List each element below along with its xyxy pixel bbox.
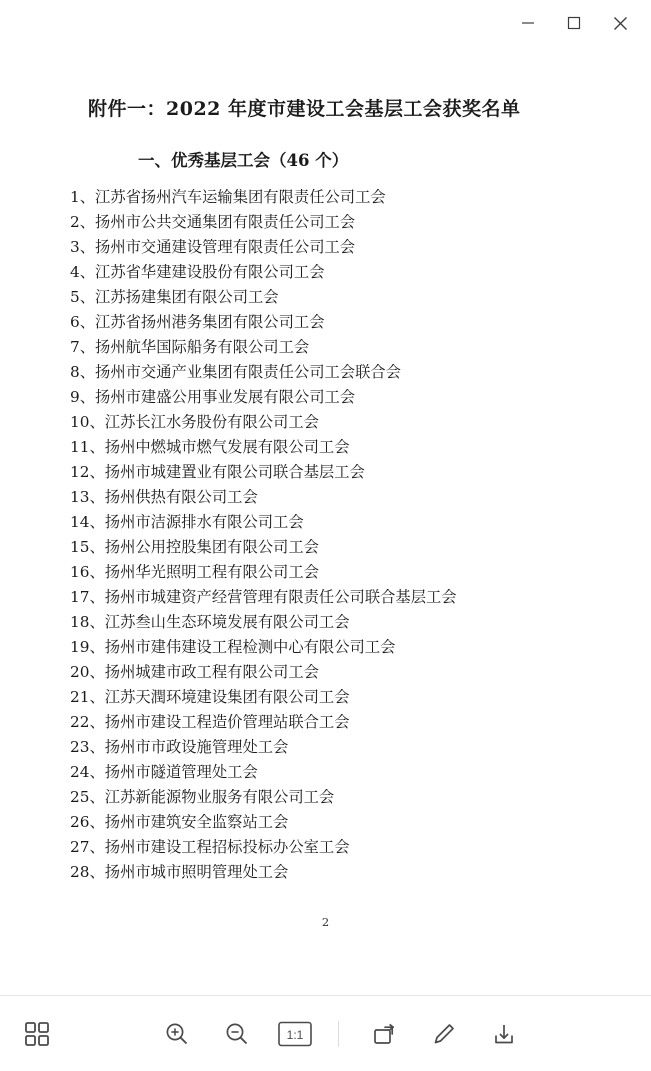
close-button[interactable] <box>597 3 643 43</box>
list-entry <box>70 563 319 581</box>
list-entry <box>70 588 457 606</box>
list-entry <box>70 263 325 281</box>
list-item-number: 22、 <box>70 713 105 731</box>
list-item-number: 16、 <box>70 563 105 581</box>
list-item-text: 江苏省扬州汽车运输集团有限责任公司工会 <box>95 188 386 206</box>
list-item-number: 19、 <box>70 638 105 656</box>
list-entry <box>70 238 355 256</box>
list-item-number: 14、 <box>70 513 105 531</box>
bottom-toolbar <box>0 995 651 1071</box>
list-entry <box>70 513 304 531</box>
list-entry <box>70 363 401 381</box>
list-item-number: 23、 <box>70 738 105 756</box>
list-item-text: 扬州市建设工程造价管理站联合工会 <box>104 713 350 731</box>
list-item-text: 扬州市公共交通集团有限责任公司工会 <box>95 213 356 231</box>
list-item <box>66 360 585 385</box>
list-entry <box>70 538 319 556</box>
list-item-number: 20、 <box>70 663 105 681</box>
list-item-number: 28、 <box>70 863 105 881</box>
list-item-number: 3、 <box>70 238 96 256</box>
list-item-number: 13、 <box>70 488 105 506</box>
list-item <box>66 510 585 535</box>
list-item <box>66 285 585 310</box>
list-entry <box>70 463 365 481</box>
list-entry <box>70 663 319 681</box>
list-entry <box>70 213 355 231</box>
list-item <box>66 635 585 660</box>
rotate-button[interactable] <box>365 1015 403 1053</box>
list-entry <box>70 838 350 856</box>
page-number: 2 <box>321 915 330 929</box>
list-item-number: 6、 <box>70 313 96 331</box>
list-item-text: 扬州市交通产业集团有限责任公司工会联合会 <box>95 363 401 381</box>
document-page <box>0 46 651 995</box>
list-item-text: 扬州市市政设施管理处工会 <box>104 738 289 756</box>
list-item <box>66 460 585 485</box>
actual-size-button[interactable] <box>278 1020 312 1048</box>
list-item-text: 江苏省扬州港务集团有限公司工会 <box>95 313 325 331</box>
list-item-number: 18、 <box>70 613 105 631</box>
maximize-icon <box>567 16 581 30</box>
list-item <box>66 660 585 685</box>
zoom-in-icon <box>164 1021 190 1047</box>
list-item-text: 扬州公用控股集团有限公司工会 <box>104 538 319 556</box>
list-entry <box>70 713 350 731</box>
list-item-number: 12、 <box>70 463 105 481</box>
list-item-number: 26、 <box>70 813 105 831</box>
list-item <box>66 585 585 610</box>
grid-icon <box>24 1021 50 1047</box>
list-entry <box>70 638 395 656</box>
list-entry <box>70 788 334 806</box>
list-entry <box>70 488 258 506</box>
list-item-text: 扬州市城建置业有限公司联合基层工会 <box>104 463 365 481</box>
toolbar-divider <box>338 1021 339 1047</box>
list-entry <box>70 413 319 431</box>
list-item <box>66 760 585 785</box>
list-entry <box>70 688 350 706</box>
list-item-text: 扬州市城建资产经营管理有限责任公司联合基层工会 <box>104 588 457 606</box>
list-item-text: 扬州市建设工程招标投标办公室工会 <box>104 838 350 856</box>
list-item <box>66 860 585 885</box>
list-entry <box>70 813 288 831</box>
list-item-number: 11、 <box>70 438 105 456</box>
list-item <box>66 410 585 435</box>
list-item <box>66 735 585 760</box>
list-entry <box>70 763 258 781</box>
list-item <box>66 235 585 260</box>
minimize-icon <box>521 16 535 30</box>
list-item <box>66 185 585 210</box>
list-item <box>66 560 585 585</box>
list-item-text: 扬州市建伟建设工程检测中心有限公司工会 <box>104 638 396 656</box>
list-item <box>66 210 585 235</box>
list-entry <box>70 738 288 756</box>
list-entry <box>70 613 350 631</box>
list-item <box>66 260 585 285</box>
list-item <box>66 835 585 860</box>
list-item-text: 扬州市城市照明管理处工会 <box>104 863 289 881</box>
actual-size-label: 1:1 <box>286 1027 304 1042</box>
minimize-button[interactable] <box>505 3 551 43</box>
list-item-number: 7、 <box>70 338 96 356</box>
list-item-text: 扬州航华国际船务有限公司工会 <box>95 338 310 356</box>
list-item-text: 扬州供热有限公司工会 <box>104 488 258 506</box>
list-entry <box>70 288 279 306</box>
list-item-number: 2、 <box>70 213 96 231</box>
download-icon <box>491 1021 517 1047</box>
list-item-number: 4、 <box>70 263 96 281</box>
list-entry <box>70 388 355 406</box>
highlighted-list-entry <box>70 188 386 206</box>
award-list <box>66 185 585 885</box>
list-item-text: 江苏新能源物业服务有限公司工会 <box>104 788 335 806</box>
thumbnails-button[interactable] <box>18 1015 56 1053</box>
window-title-bar <box>0 0 651 46</box>
rotate-icon <box>371 1021 397 1047</box>
close-icon <box>613 16 628 31</box>
list-item-text: 扬州华光照明工程有限公司工会 <box>104 563 319 581</box>
list-item-text: 扬州市交通建设管理有限责任公司工会 <box>95 238 356 256</box>
annotate-button[interactable] <box>425 1015 463 1053</box>
list-item-text: 扬州市洁源排水有限公司工会 <box>104 513 304 531</box>
list-item-text: 江苏天潤环境建设集团有限公司工会 <box>104 688 350 706</box>
list-item-number: 5、 <box>70 288 96 306</box>
list-item <box>66 335 585 360</box>
list-item-text: 扬州市隧道管理处工会 <box>104 763 258 781</box>
list-entry <box>70 338 309 356</box>
list-item-text: 江苏扬建集团有限公司工会 <box>95 288 279 306</box>
list-item-text: 扬州市建盛公用事业发展有限公司工会 <box>95 388 356 406</box>
list-item-number: 25、 <box>70 788 105 806</box>
list-item-text: 江苏叁山生态环境发展有限公司工会 <box>104 613 350 631</box>
list-item <box>66 535 585 560</box>
list-item-number: 9、 <box>70 388 96 406</box>
list-item-text: 扬州市建筑安全监察站工会 <box>104 813 289 831</box>
list-item-number: 10、 <box>70 413 105 431</box>
list-item-number: 17、 <box>70 588 105 606</box>
list-item-text: 扬州城建市政工程有限公司工会 <box>104 663 319 681</box>
list-entry <box>70 863 288 881</box>
list-entry <box>70 313 325 331</box>
list-item <box>66 385 585 410</box>
list-item <box>66 435 585 460</box>
zoom-out-button[interactable] <box>218 1015 256 1053</box>
list-item-text: 扬州中燃城市燃气发展有限公司工会 <box>104 438 350 456</box>
section-heading: 一、优秀基层工会（46 个） <box>138 151 349 170</box>
zoom-in-button[interactable] <box>158 1015 196 1053</box>
list-item-number: 24、 <box>70 763 105 781</box>
list-item-text: 江苏省华建建设股份有限公司工会 <box>95 263 325 281</box>
list-item-number: 15、 <box>70 538 105 556</box>
zoom-out-icon <box>224 1021 250 1047</box>
one-to-one-icon <box>278 1020 312 1048</box>
document-scroll-area[interactable] <box>0 46 651 995</box>
maximize-button[interactable] <box>551 3 597 43</box>
save-button[interactable] <box>485 1015 523 1053</box>
list-entry <box>70 438 350 456</box>
list-item-text: 江苏长江水务股份有限公司工会 <box>104 413 319 431</box>
list-item-number: 1、 <box>70 188 96 206</box>
list-item <box>66 610 585 635</box>
list-item <box>66 310 585 335</box>
list-item <box>66 710 585 735</box>
list-item <box>66 785 585 810</box>
list-item <box>66 485 585 510</box>
list-item <box>66 685 585 710</box>
list-item-number: 8、 <box>70 363 96 381</box>
list-item <box>66 810 585 835</box>
page-title: 附件一：2022 年度市建设工会基层工会获奖名单 <box>88 98 521 120</box>
list-item-number: 27、 <box>70 838 105 856</box>
list-item-number: 21、 <box>70 688 105 706</box>
pencil-icon <box>431 1021 457 1047</box>
